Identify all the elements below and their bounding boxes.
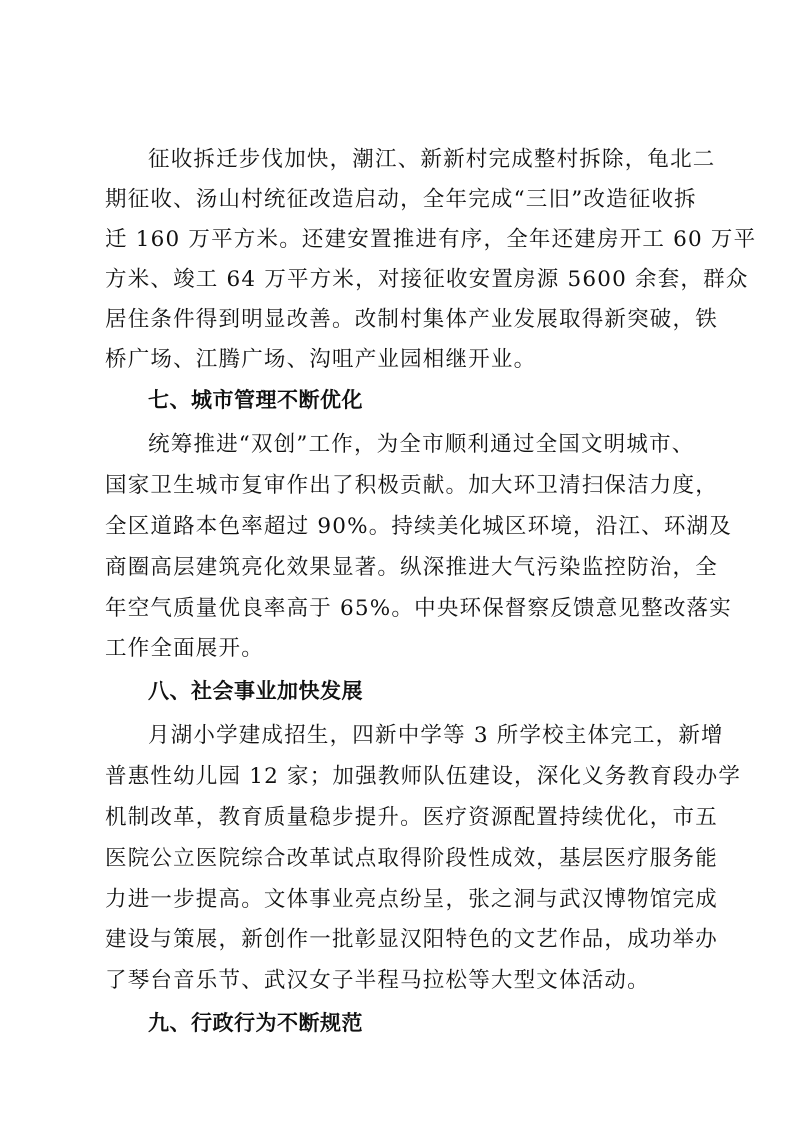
body-text-line: 全区道路本色率超过 90%。持续美化城区环境，沿江、环湖及 <box>105 514 732 539</box>
body-text-line: 国家卫生城市复审作出了积极贡献。加大环卫清扫保洁力度， <box>105 473 718 498</box>
body-text-line: 期征收、汤山村统征改造启动，全年完成“三旧”改造征收拆 <box>105 187 697 212</box>
section-heading: 八、社会事业加快发展 <box>148 679 363 703</box>
body-text-line: 医院公立医院综合改革试点取得阶段性成效，基层医疗服务能 <box>105 846 718 871</box>
body-text-line: 普惠性幼儿园 12 家；加强教师队伍建设，深化义务教育段办学 <box>105 764 742 789</box>
body-text-line: 迁 160 万平方米。还建安置推进有序，全年还建房开工 60 万平 <box>105 227 757 252</box>
section-heading: 七、城市管理不断优化 <box>148 388 363 412</box>
body-text-line: 商圈高层建筑亮化效果显著。纵深推进大气污染监控防治，全 <box>105 555 718 580</box>
body-text-line: 桥广场、江腾广场、沟咀产业园相继开业。 <box>105 347 537 372</box>
body-text-line: 月湖小学建成招生，四新中学等 3 所学校主体完工，新增 <box>148 723 724 748</box>
body-text-line: 建设与策展，新创作一批彰显汉阳特色的文艺作品，成功举办 <box>105 927 718 952</box>
body-text-line: 工作全面展开。 <box>105 636 264 661</box>
body-text-line: 机制改革，教育质量稳步提升。医疗资源配置持续优化，市五 <box>105 805 718 830</box>
body-text-line: 统筹推进“双创”工作，为全市顺利通过全国文明城市、 <box>148 432 695 457</box>
body-text-line: 了琴台音乐节、武汉女子半程马拉松等大型文体活动。 <box>105 968 650 993</box>
body-text-line: 征收拆迁步伐加快，潮江、新新村完成整村拆除，龟北二 <box>148 147 716 172</box>
body-text-line: 居住条件得到明显改善。改制村集体产业发展取得新突破，铁 <box>105 307 718 332</box>
body-text-line: 年空气质量优良率高于 65%。中央环保督察反馈意见整改落实 <box>105 596 732 621</box>
body-text-line: 力进一步提高。文体事业亮点纷呈，张之洞与武汉博物馆完成 <box>105 887 718 912</box>
section-heading: 九、行政行为不断规范 <box>148 1011 363 1035</box>
body-text-line: 方米、竣工 64 万平方米，对接征收安置房源 5600 余套，群众 <box>105 267 749 292</box>
